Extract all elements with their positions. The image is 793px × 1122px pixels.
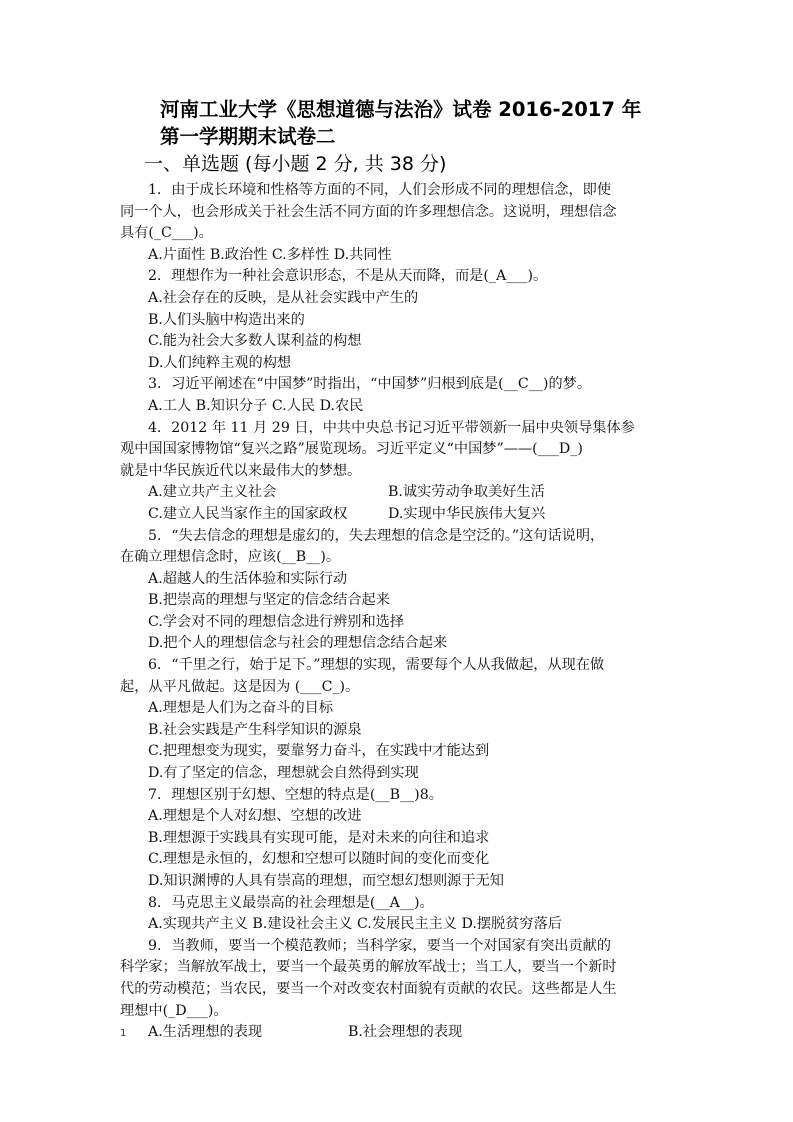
- q9-line4: 理想中(_D___)。: [120, 1002, 228, 1019]
- q5-line2: 在确立理想信念时，应该(__B__)。: [120, 549, 341, 566]
- q7-stem: 7．理想区别于幻想、空想的特点是(__B__)8。: [148, 786, 443, 803]
- q8-options: A.实现共产主义 B.建设社会主义 C.发展民主主义 D.摆脱贫穷落后: [148, 916, 562, 933]
- q9-line2: 科学家；当解放军战士，要当一个最英勇的解放军战士；当工人，要当一个新时: [120, 959, 617, 976]
- q4-line2: 观中国国家博物馆“复兴之路”展览现场。习近平定义“中国梦”——(___D_): [120, 441, 583, 458]
- q7-option-d: D.知识渊博的人具有崇高的理想，而空想幻想则源于无知: [148, 873, 504, 889]
- q5-option-d: D.把个人的理想信念与社会的理想信念结合起来: [148, 635, 448, 652]
- exam-title-line1: 河南工业大学《思想道德与法治》试卷 2016-2017 年: [160, 98, 642, 121]
- q4-option-c: C.建立人民当家作主的国家政权: [148, 505, 348, 522]
- q9-options-ab: [120, 1022, 676, 1044]
- q9-line3: 代的劳动模范；当农民，要当一个对改变农村面貌有贡献的农民。这些都是人生: [120, 980, 617, 997]
- q2-option-a: A.社会存在的反映，是从社会实践中产生的: [148, 289, 419, 306]
- q3-options: A.工人 B.知识分子 C.人民 D.农民: [148, 397, 364, 414]
- q5-option-a: A.超越人的生活体验和实际行动: [148, 570, 348, 587]
- q1-line1: 1．由于成长环境和性格等方面的不同，人们会形成不同的理想信念，即使: [148, 182, 612, 198]
- q4-options-ab: [120, 482, 676, 504]
- q9-line1: 9．当教师，要当一个模范教师；当科学家，要当一个对国家有突出贡献的: [148, 937, 612, 954]
- q2-option-b: B.人们头脑中构造出来的: [148, 311, 305, 328]
- q7-option-b: B.理想源于实践具有实现可能，是对未来的向往和追求: [148, 829, 490, 846]
- q1-line2: 同一个人，也会形成关于社会生活不同方面的许多理想信念。这说明，理想信念: [120, 203, 617, 220]
- q2-stem: 2．理想作为一种社会意识形态，不是从天而降，而是(_A___)。: [148, 268, 548, 285]
- q5-option-c: C.学会对不同的理想信念进行辨别和选择: [148, 613, 405, 630]
- q9-option-b: B.社会理想的表现: [348, 1024, 463, 1041]
- q4-line3: 就是中华民族近代以来最伟大的梦想。: [120, 462, 362, 479]
- q2-option-c: C.能为社会大多数人谋利益的构想: [148, 333, 362, 350]
- section-heading: 一、单选题 (每小题 2 分, 共 38 分): [144, 153, 447, 175]
- exam-title-line2: 第一学期期末试卷二: [160, 125, 336, 148]
- q6-line2: 起，从平凡做起。这是因为 (___C_)。: [120, 678, 360, 695]
- q6-option-a: A.理想是人们为之奋斗的目标: [148, 700, 334, 717]
- q4-option-d: D.实现中华民族伟大复兴: [388, 505, 546, 522]
- q4-line1: 4．2012 年 11 月 29 日，中共中央总书记习近平带领新一届中央领导集体参: [148, 419, 635, 436]
- exam-body: [120, 180, 676, 1044]
- q4-options-cd: [120, 504, 676, 526]
- q6-option-c: C.把理想变为现实，要靠努力奋斗，在实践中才能达到: [148, 743, 490, 760]
- q2-option-d: D.人们纯粹主观的构想: [148, 354, 292, 371]
- q1-options: A.片面性 B.政治性 C.多样性 D.共同性: [148, 246, 392, 263]
- q6-option-d: D.有了坚定的信念，理想就会自然得到实现: [148, 765, 419, 782]
- q3-stem: 3．习近平阐述在“中国梦”时指出，“中国梦”归根到底是(__C__)的梦。: [148, 376, 592, 393]
- page-number: 1: [120, 1028, 127, 1039]
- q8-stem: 8．马克思主义最崇高的社会理想是(__A__)。: [148, 894, 434, 911]
- q6-line1: 6．“千里之行，始于足下。”理想的实现，需要每个人从我做起，从现在做: [148, 657, 605, 674]
- q6-option-b: B.社会实践是产生科学知识的源泉: [148, 721, 362, 738]
- q7-option-c: C.理想是永恒的，幻想和空想可以随时间的变化而变化: [148, 851, 490, 868]
- q4-option-b: B.诚实劳动争取美好生活: [388, 484, 545, 501]
- q7-option-a: A.理想是个人对幻想、空想的改进: [148, 808, 362, 825]
- q4-option-a: A.建立共产主义社会: [148, 484, 277, 501]
- q9-option-a: A.生活理想的表现: [148, 1024, 263, 1041]
- q5-option-b: B.把崇高的理想与坚定的信念结合起来: [148, 592, 390, 609]
- q1-line3: 具有(_C___)。: [120, 225, 213, 242]
- q5-line1: 5．“失去信念的理想是虚幻的，失去理想的信念是空泛的。”这句话说明，: [148, 527, 605, 544]
